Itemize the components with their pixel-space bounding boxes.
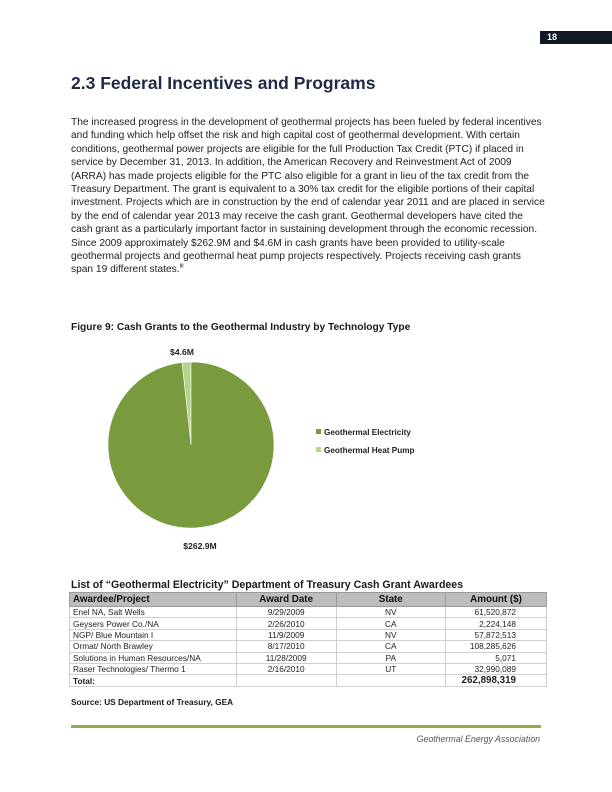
section-heading: 2.3 Federal Incentives and Programs: [71, 73, 376, 93]
legend-label: Geothermal Electricity: [324, 428, 411, 437]
column-header-amount: Amount ($): [446, 593, 547, 607]
table-row: [70, 607, 547, 618]
legend-swatch: [316, 447, 321, 452]
cell-amount: 2,224,148: [446, 618, 547, 629]
page-number-badge: 18: [540, 31, 612, 44]
cell-state: CA: [336, 641, 446, 652]
legend-swatch: [316, 429, 321, 434]
cell-amount: 32,990,089: [446, 663, 547, 674]
cell-empty: [236, 675, 336, 687]
cell-award-date: 11/28/2009: [236, 652, 336, 663]
column-header-awardee: Awardee/Project: [70, 593, 237, 607]
cell-empty: [336, 675, 446, 687]
data-label-heat-pump: $4.6M: [170, 347, 194, 357]
table-total-row: [70, 675, 547, 687]
legend-label: Geothermal Heat Pump: [324, 446, 415, 455]
cell-awardee: Ormat/ North Brawley: [70, 641, 237, 652]
cell-amount: 108,285,626: [446, 641, 547, 652]
cell-state: CA: [336, 618, 446, 629]
cell-amount: 61,520,872: [446, 607, 547, 618]
data-label-electricity: $262.9M: [183, 541, 217, 551]
cell-award-date: 11/9/2009: [236, 629, 336, 640]
source-note: Source: US Department of Treasury, GEA: [71, 697, 234, 707]
cell-amount: 5,071: [446, 652, 547, 663]
cell-award-date: 2/16/2010: [236, 663, 336, 674]
total-amount: 262,898,319: [446, 675, 547, 687]
footer-organization: Geothermal Energy Association: [416, 734, 540, 744]
cell-state: NV: [336, 629, 446, 640]
table-row: [70, 618, 547, 629]
cell-awardee: Raser Technologies/ Thermo 1: [70, 663, 237, 674]
total-label: Total:: [70, 675, 237, 687]
table-header-row: [70, 593, 547, 607]
footnote-reference[interactable]: iii: [179, 264, 184, 271]
cell-state: UT: [336, 663, 446, 674]
pie-chart: [60, 338, 460, 553]
cell-award-date: 2/26/2010: [236, 618, 336, 629]
cell-awardee: Solutions in Human Resources/NA: [70, 652, 237, 663]
table-row: [70, 652, 547, 663]
table-title: List of “Geothermal Electricity” Department of Treasury Cash Grant Awardees: [71, 579, 464, 591]
table-row: [70, 641, 547, 652]
cell-award-date: 8/17/2010: [236, 641, 336, 652]
figure-caption: Figure 9: Cash Grants to the Geothermal Industry by Technology Type: [71, 322, 411, 333]
table-row: [70, 663, 547, 674]
cell-award-date: 9/29/2009: [236, 607, 336, 618]
column-header-state: State: [336, 593, 446, 607]
cell-awardee: Enel NA, Salt Wells: [70, 607, 237, 618]
footer-divider: [71, 725, 541, 728]
cell-state: NV: [336, 607, 446, 618]
table-row: [70, 629, 547, 640]
cell-awardee: NGP/ Blue Mountain I: [70, 629, 237, 640]
cell-amount: 57,872,513: [446, 629, 547, 640]
body-text: The increased progress in the development of geothermal projects has been fueled by federal incentives and funding which help offset the risk and high capital cost of geothermal development. With certain conditions, geothermal power projects are eligible for the full Production Tax Credit (PTC) if placed in service by December 31, 2013. In addition, the American Recovery and Reinvestment Act of 2009 (ARRA) has made projects eligible for the PTC also eligible for a grant in lieu of the tax credit from the Treasury Department. The grant is equivalent to a 30% tax credit for the eligible portions of their capital investment. Projects which are in construction by the end of calendar year 2011 and are placed in service by the end of calendar year 2013 may receive the cash grant. Geothermal developers have cited the cash grant as a particularly important factor in sustaining development through the economic recession. Since 2009 approximately $262.9M and $4.6M in cash grants have been provided to utility-scale geothermal projects and geothermal heat pump projects respectively. Projects receiving cash grants span 19 different states.: [71, 117, 545, 276]
awardees-table: [69, 592, 547, 687]
cell-awardee: Geysers Power Co./NA: [70, 618, 237, 629]
body-paragraph: [71, 116, 545, 277]
column-header-award-date: Award Date: [236, 593, 336, 607]
pie-slice-geothermal-electricity: [108, 362, 274, 528]
cell-state: PA: [336, 652, 446, 663]
